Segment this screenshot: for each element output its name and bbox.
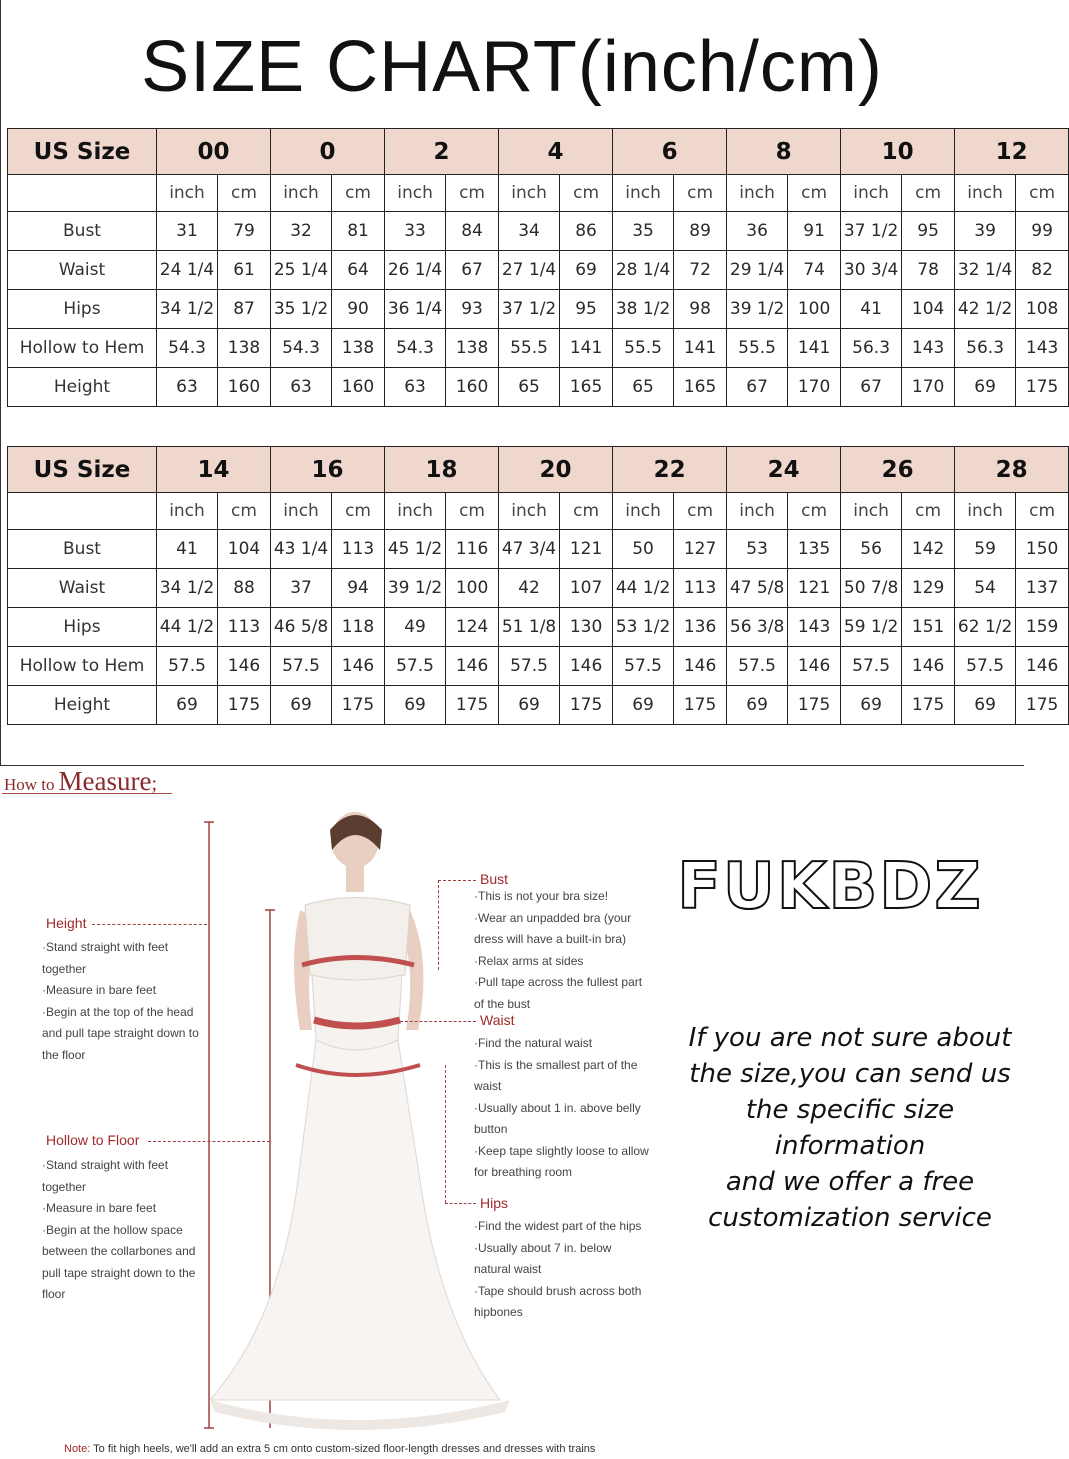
hips-leader bbox=[445, 1203, 476, 1204]
table-cell: 116 bbox=[446, 530, 499, 569]
table-cell: 141 bbox=[788, 329, 841, 368]
table-cell: 160 bbox=[446, 368, 499, 407]
size-6-header: 6 bbox=[613, 129, 727, 175]
table-cell: 57.5 bbox=[841, 647, 902, 686]
row-label: Waist bbox=[8, 251, 157, 290]
table-cell: 67 bbox=[841, 368, 902, 407]
size-24-header: 24 bbox=[727, 447, 841, 493]
bust-instruction-item: ·Pull tape across the fullest part of the bust bbox=[474, 975, 643, 1011]
unit-inch: inch bbox=[955, 493, 1016, 530]
table-cell: 69 bbox=[157, 686, 218, 725]
table-cell: 90 bbox=[332, 290, 385, 329]
footnote bbox=[64, 1443, 595, 1455]
unit-inch: inch bbox=[841, 493, 902, 530]
table-cell: 175 bbox=[446, 686, 499, 725]
unit-label-blank bbox=[8, 175, 157, 212]
row-label: Hips bbox=[8, 608, 157, 647]
bust-instructions bbox=[474, 886, 649, 1015]
us-size-label: US Size bbox=[8, 447, 157, 493]
unit-cm: cm bbox=[218, 175, 271, 212]
table-cell: 47 3/4 bbox=[499, 530, 560, 569]
size-28-header: 28 bbox=[955, 447, 1069, 493]
table-cell: 113 bbox=[674, 569, 727, 608]
table-cell: 37 1/2 bbox=[499, 290, 560, 329]
waist-instruction-item: ·This is the smallest part of the waist bbox=[474, 1057, 638, 1093]
table-cell: 44 1/2 bbox=[157, 608, 218, 647]
table-cell: 56.3 bbox=[955, 329, 1016, 368]
unit-cm: cm bbox=[560, 493, 613, 530]
table-cell: 31 bbox=[157, 212, 218, 251]
table-cell: 69 bbox=[499, 686, 560, 725]
table-cell: 55.5 bbox=[499, 329, 560, 368]
table-cell: 113 bbox=[218, 608, 271, 647]
table-cell: 69 bbox=[560, 251, 613, 290]
how-to-small-text: How to bbox=[4, 775, 55, 794]
hips-instruction-item: ·Usually about 7 in. below natural waist bbox=[474, 1240, 612, 1276]
table-cell: 93 bbox=[446, 290, 499, 329]
table-cell: 39 1/2 bbox=[727, 290, 788, 329]
table-cell: 146 bbox=[332, 647, 385, 686]
us-size-label: US Size bbox=[8, 129, 157, 175]
unit-inch: inch bbox=[385, 493, 446, 530]
waist-instruction-item: ·Usually about 1 in. above belly button bbox=[474, 1100, 641, 1136]
table-cell: 160 bbox=[218, 368, 271, 407]
measurement-row bbox=[8, 251, 1069, 290]
table-cell: 81 bbox=[332, 212, 385, 251]
table-cell: 36 bbox=[727, 212, 788, 251]
table-cell: 25 1/4 bbox=[271, 251, 332, 290]
measurement-row bbox=[8, 290, 1069, 329]
table-cell: 89 bbox=[674, 212, 727, 251]
unit-cm: cm bbox=[674, 175, 727, 212]
table-cell: 39 bbox=[955, 212, 1016, 251]
table-cell: 79 bbox=[218, 212, 271, 251]
unit-inch: inch bbox=[499, 493, 560, 530]
measurement-row bbox=[8, 686, 1069, 725]
size-26-header: 26 bbox=[841, 447, 955, 493]
table-cell: 55.5 bbox=[613, 329, 674, 368]
hollow-instructions bbox=[42, 1155, 202, 1306]
table-cell: 143 bbox=[902, 329, 955, 368]
table-cell: 44 1/2 bbox=[613, 569, 674, 608]
table-cell: 34 1/2 bbox=[157, 290, 218, 329]
note-line: and we offer a free bbox=[725, 1167, 975, 1197]
table-cell: 54.3 bbox=[385, 329, 446, 368]
table-cell: 49 bbox=[385, 608, 446, 647]
measurement-row bbox=[8, 608, 1069, 647]
table-cell: 175 bbox=[1016, 368, 1069, 407]
table-cell: 35 1/2 bbox=[271, 290, 332, 329]
hips-title: Hips bbox=[480, 1195, 509, 1211]
how-to-big-text: Measure bbox=[58, 766, 152, 796]
table-cell: 151 bbox=[902, 608, 955, 647]
size-12-header: 12 bbox=[955, 129, 1069, 175]
height-instruction-item: ·Stand straight with feet together bbox=[42, 940, 169, 976]
table-cell: 94 bbox=[332, 569, 385, 608]
table-cell: 146 bbox=[788, 647, 841, 686]
measurement-row bbox=[8, 368, 1069, 407]
table-cell: 91 bbox=[788, 212, 841, 251]
size-8-header: 8 bbox=[727, 129, 841, 175]
table-cell: 59 1/2 bbox=[841, 608, 902, 647]
table-cell: 41 bbox=[841, 290, 902, 329]
table-cell: 63 bbox=[271, 368, 332, 407]
table-cell: 175 bbox=[788, 686, 841, 725]
table-cell: 141 bbox=[560, 329, 613, 368]
table-cell: 42 1/2 bbox=[955, 290, 1016, 329]
unit-cm: cm bbox=[1016, 175, 1069, 212]
table-cell: 32 bbox=[271, 212, 332, 251]
unit-inch: inch bbox=[385, 175, 446, 212]
left-border bbox=[0, 0, 1, 765]
unit-inch: inch bbox=[157, 175, 218, 212]
table-cell: 146 bbox=[902, 647, 955, 686]
unit-inch: inch bbox=[157, 493, 218, 530]
unit-inch: inch bbox=[499, 175, 560, 212]
row-label: Bust bbox=[8, 530, 157, 569]
size-14-header: 14 bbox=[157, 447, 271, 493]
row-label: Hollow to Hem bbox=[8, 329, 157, 368]
table-cell: 39 1/2 bbox=[385, 569, 446, 608]
unit-inch: inch bbox=[727, 493, 788, 530]
table-cell: 150 bbox=[1016, 530, 1069, 569]
unit-row bbox=[8, 175, 1069, 212]
unit-cm: cm bbox=[332, 175, 385, 212]
table-cell: 69 bbox=[385, 686, 446, 725]
table-cell: 170 bbox=[788, 368, 841, 407]
table-cell: 95 bbox=[560, 290, 613, 329]
bust-leader-vertical bbox=[438, 880, 439, 970]
size-header-row bbox=[8, 447, 1069, 493]
table-cell: 87 bbox=[218, 290, 271, 329]
unit-cm: cm bbox=[788, 175, 841, 212]
table-cell: 141 bbox=[674, 329, 727, 368]
size-00-header: 00 bbox=[157, 129, 271, 175]
table-cell: 30 3/4 bbox=[841, 251, 902, 290]
table-cell: 61 bbox=[218, 251, 271, 290]
row-label: Height bbox=[8, 368, 157, 407]
note-line: the size,you can send us bbox=[689, 1059, 1011, 1089]
size-2-header: 2 bbox=[385, 129, 499, 175]
table-cell: 56 3/8 bbox=[727, 608, 788, 647]
height-instructions bbox=[42, 937, 202, 1066]
table-cell: 56 bbox=[841, 530, 902, 569]
table-cell: 98 bbox=[674, 290, 727, 329]
size-16-header: 16 bbox=[271, 447, 385, 493]
table-cell: 88 bbox=[218, 569, 271, 608]
height-instruction-item: ·Measure in bare feet bbox=[42, 983, 157, 997]
table-cell: 34 1/2 bbox=[157, 569, 218, 608]
measure-diagram bbox=[0, 800, 660, 1440]
table-cell: 67 bbox=[446, 251, 499, 290]
table-cell: 64 bbox=[332, 251, 385, 290]
waist-instruction-item: ·Find the natural waist bbox=[474, 1036, 593, 1050]
row-label: Waist bbox=[8, 569, 157, 608]
table-cell: 175 bbox=[902, 686, 955, 725]
table-cell: 82 bbox=[1016, 251, 1069, 290]
table-cell: 121 bbox=[788, 569, 841, 608]
unit-cm: cm bbox=[446, 493, 499, 530]
table-cell: 74 bbox=[788, 251, 841, 290]
table-cell: 57.5 bbox=[727, 647, 788, 686]
table-cell: 53 1/2 bbox=[613, 608, 674, 647]
table-cell: 170 bbox=[902, 368, 955, 407]
table-cell: 41 bbox=[157, 530, 218, 569]
table-cell: 32 1/4 bbox=[955, 251, 1016, 290]
hollow-instruction-item: ·Measure in bare feet bbox=[42, 1201, 157, 1215]
bust-instruction-item: ·Relax arms at sides bbox=[474, 953, 584, 968]
table-cell: 127 bbox=[674, 530, 727, 569]
table-cell: 37 1/2 bbox=[841, 212, 902, 251]
table-cell: 175 bbox=[332, 686, 385, 725]
table-cell: 54.3 bbox=[157, 329, 218, 368]
page-title: SIZE CHART(inch/cm) bbox=[141, 27, 883, 107]
table-cell: 57.5 bbox=[271, 647, 332, 686]
bust-title: Bust bbox=[480, 871, 509, 887]
table-cell: 146 bbox=[674, 647, 727, 686]
note-line: If you are not sure about bbox=[688, 1023, 1012, 1053]
unit-cm: cm bbox=[674, 493, 727, 530]
table-cell: 143 bbox=[788, 608, 841, 647]
note-line: customization service bbox=[708, 1203, 992, 1233]
table-cell: 118 bbox=[332, 608, 385, 647]
table-cell: 175 bbox=[560, 686, 613, 725]
table-cell: 135 bbox=[788, 530, 841, 569]
table-cell: 78 bbox=[902, 251, 955, 290]
table-cell: 160 bbox=[332, 368, 385, 407]
table-cell: 146 bbox=[218, 647, 271, 686]
table-cell: 67 bbox=[727, 368, 788, 407]
table-cell: 99 bbox=[1016, 212, 1069, 251]
table-cell: 69 bbox=[271, 686, 332, 725]
table-cell: 34 bbox=[499, 212, 560, 251]
waist-instruction-item: ·Keep tape slightly loose to allow for breathing room bbox=[474, 1143, 649, 1179]
waist-title: Waist bbox=[480, 1012, 515, 1028]
table-cell: 136 bbox=[674, 608, 727, 647]
unit-inch: inch bbox=[955, 175, 1016, 212]
unit-row bbox=[8, 493, 1069, 530]
hollow-leader bbox=[148, 1141, 270, 1142]
footnote-label: Note: bbox=[64, 1443, 91, 1455]
table-cell: 100 bbox=[446, 569, 499, 608]
how-to-punct: ; bbox=[151, 773, 158, 795]
table-cell: 33 bbox=[385, 212, 446, 251]
row-label: Hips bbox=[8, 290, 157, 329]
table-cell: 175 bbox=[1016, 686, 1069, 725]
table-cell: 121 bbox=[560, 530, 613, 569]
unit-inch: inch bbox=[841, 175, 902, 212]
table-cell: 55.5 bbox=[727, 329, 788, 368]
table-cell: 107 bbox=[560, 569, 613, 608]
table-cell: 57.5 bbox=[955, 647, 1016, 686]
measurement-row bbox=[8, 647, 1069, 686]
bust-instruction-item: ·This is not your bra size! bbox=[474, 889, 609, 903]
table-cell: 45 1/2 bbox=[385, 530, 446, 569]
table-cell: 165 bbox=[560, 368, 613, 407]
table-cell: 59 bbox=[955, 530, 1016, 569]
table-cell: 63 bbox=[385, 368, 446, 407]
size-table-2 bbox=[7, 446, 1069, 725]
table-cell: 50 7/8 bbox=[841, 569, 902, 608]
waist-instructions bbox=[474, 1033, 649, 1184]
hollow-instruction-item: ·Stand straight with feet together bbox=[42, 1158, 169, 1194]
table-cell: 57.5 bbox=[613, 647, 674, 686]
table-cell: 108 bbox=[1016, 290, 1069, 329]
table-cell: 54 bbox=[955, 569, 1016, 608]
table-cell: 159 bbox=[1016, 608, 1069, 647]
size-0-header: 0 bbox=[271, 129, 385, 175]
brand-name: FUKBDZ bbox=[677, 850, 983, 924]
hips-instructions bbox=[474, 1216, 649, 1324]
bust-leader bbox=[438, 880, 476, 881]
table-cell: 146 bbox=[446, 647, 499, 686]
unit-inch: inch bbox=[271, 175, 332, 212]
table-cell: 69 bbox=[727, 686, 788, 725]
size-table-1 bbox=[7, 128, 1069, 407]
unit-cm: cm bbox=[446, 175, 499, 212]
note-line: the specific size bbox=[745, 1095, 955, 1125]
unit-cm: cm bbox=[902, 175, 955, 212]
table-cell: 69 bbox=[955, 368, 1016, 407]
table-cell: 104 bbox=[218, 530, 271, 569]
table-cell: 63 bbox=[157, 368, 218, 407]
height-leader bbox=[92, 924, 207, 925]
table-cell: 95 bbox=[902, 212, 955, 251]
footnote-text: To fit high heels, we'll add an extra 5 cm onto custom-sized floor-length dresses and dresses with trains bbox=[93, 1443, 596, 1455]
table-cell: 146 bbox=[1016, 647, 1069, 686]
unit-cm: cm bbox=[902, 493, 955, 530]
unit-label-blank bbox=[8, 493, 157, 530]
table-cell: 57.5 bbox=[385, 647, 446, 686]
table-cell: 38 1/2 bbox=[613, 290, 674, 329]
table-cell: 100 bbox=[788, 290, 841, 329]
table-cell: 104 bbox=[902, 290, 955, 329]
unit-cm: cm bbox=[218, 493, 271, 530]
table-cell: 65 bbox=[613, 368, 674, 407]
table-cell: 86 bbox=[560, 212, 613, 251]
size-4-header: 4 bbox=[499, 129, 613, 175]
height-instruction-item: ·Begin at the top of the head and pull tape straight down to the floor bbox=[42, 1004, 199, 1062]
table-cell: 175 bbox=[674, 686, 727, 725]
table-cell: 50 bbox=[613, 530, 674, 569]
size-header-row bbox=[8, 129, 1069, 175]
unit-inch: inch bbox=[271, 493, 332, 530]
table-cell: 143 bbox=[1016, 329, 1069, 368]
table-cell: 57.5 bbox=[499, 647, 560, 686]
table-cell: 137 bbox=[1016, 569, 1069, 608]
table-cell: 47 5/8 bbox=[727, 569, 788, 608]
row-label: Height bbox=[8, 686, 157, 725]
size-10-header: 10 bbox=[841, 129, 955, 175]
table-cell: 84 bbox=[446, 212, 499, 251]
table-cell: 53 bbox=[727, 530, 788, 569]
table-cell: 138 bbox=[446, 329, 499, 368]
table-cell: 124 bbox=[446, 608, 499, 647]
hollow-title: Hollow to Floor bbox=[46, 1132, 140, 1148]
table-cell: 142 bbox=[902, 530, 955, 569]
table-cell: 51 1/8 bbox=[499, 608, 560, 647]
table-cell: 69 bbox=[841, 686, 902, 725]
table-cell: 36 1/4 bbox=[385, 290, 446, 329]
table-cell: 130 bbox=[560, 608, 613, 647]
unit-cm: cm bbox=[1016, 493, 1069, 530]
unit-inch: inch bbox=[613, 175, 674, 212]
measurement-row bbox=[8, 329, 1069, 368]
table-cell: 26 1/4 bbox=[385, 251, 446, 290]
unit-cm: cm bbox=[332, 493, 385, 530]
table-cell: 28 1/4 bbox=[613, 251, 674, 290]
table-cell: 54.3 bbox=[271, 329, 332, 368]
measurement-row bbox=[8, 569, 1069, 608]
measurement-row bbox=[8, 212, 1069, 251]
table-cell: 72 bbox=[674, 251, 727, 290]
hollow-instruction-item: ·Begin at the hollow space between the collarbones and pull tape straight down to the floor bbox=[42, 1222, 196, 1301]
note-line: information bbox=[774, 1131, 926, 1161]
table-cell: 165 bbox=[674, 368, 727, 407]
row-label: Hollow to Hem bbox=[8, 647, 157, 686]
size-22-header: 22 bbox=[613, 447, 727, 493]
brand-logo bbox=[660, 850, 1000, 924]
unit-inch: inch bbox=[727, 175, 788, 212]
hips-instruction-item: ·Find the widest part of the hips bbox=[474, 1219, 642, 1233]
how-to-measure-heading bbox=[4, 766, 157, 797]
bust-instruction-item: ·Wear an unpadded bra (your dress will have a built-in bra) bbox=[474, 910, 632, 946]
table-cell: 37 bbox=[271, 569, 332, 608]
table-cell: 57.5 bbox=[157, 647, 218, 686]
table-cell: 69 bbox=[613, 686, 674, 725]
table-cell: 62 1/2 bbox=[955, 608, 1016, 647]
table-cell: 175 bbox=[218, 686, 271, 725]
table-cell: 29 1/4 bbox=[727, 251, 788, 290]
table-cell: 129 bbox=[902, 569, 955, 608]
waist-leader bbox=[400, 1021, 476, 1022]
size-20-header: 20 bbox=[499, 447, 613, 493]
table-cell: 35 bbox=[613, 212, 674, 251]
table-cell: 43 1/4 bbox=[271, 530, 332, 569]
row-label: Bust bbox=[8, 212, 157, 251]
table-cell: 138 bbox=[218, 329, 271, 368]
table-cell: 65 bbox=[499, 368, 560, 407]
hips-instruction-item: ·Tape should brush across both hipbones bbox=[474, 1283, 642, 1319]
unit-inch: inch bbox=[613, 493, 674, 530]
table-cell: 56.3 bbox=[841, 329, 902, 368]
table-cell: 138 bbox=[332, 329, 385, 368]
table-cell: 27 1/4 bbox=[499, 251, 560, 290]
height-title: Height bbox=[46, 915, 87, 931]
unit-cm: cm bbox=[560, 175, 613, 212]
measurement-row bbox=[8, 530, 1069, 569]
unit-cm: cm bbox=[788, 493, 841, 530]
table-cell: 24 1/4 bbox=[157, 251, 218, 290]
table-cell: 42 bbox=[499, 569, 560, 608]
table-cell: 146 bbox=[560, 647, 613, 686]
hips-leader-vertical bbox=[445, 1065, 446, 1203]
customization-note bbox=[680, 1020, 1020, 1236]
table-cell: 46 5/8 bbox=[271, 608, 332, 647]
table-cell: 69 bbox=[955, 686, 1016, 725]
size-18-header: 18 bbox=[385, 447, 499, 493]
table-cell: 113 bbox=[332, 530, 385, 569]
